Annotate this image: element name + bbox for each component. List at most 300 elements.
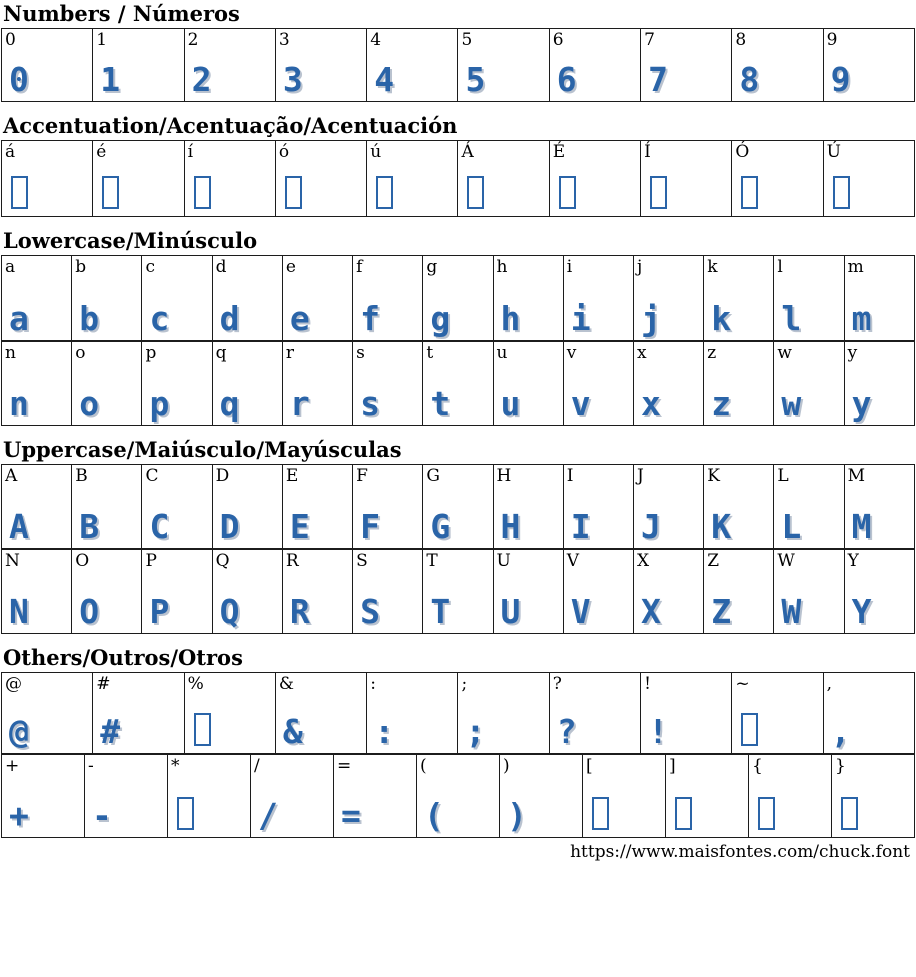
character-label: A <box>5 466 18 487</box>
glyph-cell <box>844 550 914 634</box>
character-label: 4 <box>370 30 382 51</box>
font-glyph: s <box>360 384 380 424</box>
missing-glyph-box <box>758 797 775 830</box>
glyph-cell-inner <box>142 256 211 340</box>
glyph-cell <box>704 256 774 341</box>
glyph-cell-inner <box>458 29 548 101</box>
glyph-cell-inner <box>732 29 822 101</box>
font-glyph: = <box>341 796 361 836</box>
glyph-cell <box>823 29 914 102</box>
glyph-cell-inner <box>93 141 183 216</box>
glyph-cell <box>212 256 282 341</box>
font-glyph: e <box>289 299 310 339</box>
glyph-cell <box>823 673 914 754</box>
glyph-cell <box>823 141 914 217</box>
character-label: 3 <box>278 30 290 51</box>
font-glyph: k <box>711 299 732 339</box>
glyph-cell-inner <box>824 673 914 753</box>
glyph-table-numbers-row-0 <box>1 28 915 102</box>
glyph-cell <box>641 141 732 217</box>
glyph-cell <box>142 342 212 426</box>
font-glyph: V <box>570 592 591 632</box>
font-glyph: S <box>360 592 380 632</box>
glyph-cell-inner <box>93 673 183 753</box>
character-label: z <box>707 343 717 364</box>
character-label: 1 <box>96 30 108 51</box>
glyph-cell <box>2 141 93 217</box>
glyph-cell-inner <box>2 755 84 837</box>
character-label: D <box>215 466 230 487</box>
font-glyph: u <box>500 384 521 424</box>
character-label: ) <box>503 756 510 777</box>
character-label: Y <box>847 551 859 572</box>
glyph-cell-inner <box>142 342 211 425</box>
glyph-cell <box>844 342 914 426</box>
character-label: o <box>75 343 86 364</box>
glyph-cell <box>732 141 823 217</box>
font-glyph: N <box>9 592 29 632</box>
font-glyph: A <box>9 507 29 547</box>
font-glyph: 0 <box>9 60 29 100</box>
character-label: 0 <box>5 30 16 51</box>
glyph-cell-inner <box>564 550 633 633</box>
font-glyph: ) <box>507 796 527 836</box>
glyph-cell <box>93 673 184 754</box>
glyph-cell-inner <box>353 256 422 340</box>
glyph-cell-inner <box>93 29 183 101</box>
glyph-cell-inner <box>367 141 457 216</box>
character-label: & <box>278 674 295 695</box>
glyph-cell-inner <box>276 29 366 101</box>
glyph-cell <box>72 342 142 426</box>
font-glyph: 8 <box>739 60 760 100</box>
glyph-cell <box>417 755 500 838</box>
section-title-others: Others/Outros/Otros <box>3 645 243 671</box>
glyph-cell <box>500 755 583 838</box>
glyph-cell-inner <box>564 342 633 425</box>
missing-glyph-box <box>741 176 758 209</box>
glyph-cell <box>212 465 282 549</box>
font-glyph: x <box>640 384 661 424</box>
missing-glyph-box <box>102 176 119 209</box>
character-label: í <box>187 142 194 163</box>
font-glyph: 3 <box>282 60 303 100</box>
glyph-cell <box>458 673 549 754</box>
glyph-cell-inner <box>494 550 563 633</box>
glyph-cell-inner <box>2 465 71 548</box>
missing-glyph-box <box>177 797 194 830</box>
missing-glyph-box <box>376 176 393 209</box>
font-glyph: 4 <box>374 60 395 100</box>
glyph-cell <box>353 465 423 549</box>
character-label: + <box>5 756 20 777</box>
glyph-cell <box>2 755 85 838</box>
glyph-cell-inner <box>774 256 843 340</box>
character-label: T <box>426 551 438 572</box>
missing-glyph-box <box>675 797 692 830</box>
font-glyph: F <box>360 507 380 547</box>
glyph-cell <box>212 550 282 634</box>
font-glyph: 2 <box>191 60 212 100</box>
font-glyph: U <box>500 592 521 632</box>
character-label: ? <box>552 674 562 695</box>
glyph-table-uppercase-row-0 <box>1 464 915 549</box>
character-label: 6 <box>552 30 564 51</box>
font-glyph: f <box>360 299 380 339</box>
glyph-cell-inner <box>367 29 457 101</box>
glyph-cell-inner <box>634 465 703 548</box>
glyph-cell <box>367 29 458 102</box>
character-label: = <box>337 756 352 777</box>
character-label: x <box>636 343 647 364</box>
glyph-cell-inner <box>704 465 773 548</box>
glyph-cell <box>641 29 732 102</box>
glyph-cell <box>774 465 844 549</box>
glyph-cell <box>423 256 493 341</box>
glyph-table-others-row-1 <box>1 754 915 838</box>
missing-glyph-box <box>741 713 758 746</box>
glyph-cell <box>168 755 251 838</box>
glyph-cell-inner <box>458 673 548 753</box>
font-glyph: b <box>79 299 100 339</box>
section-uppercase <box>0 438 916 634</box>
font-glyph: H <box>500 507 521 547</box>
font-glyph: , <box>830 712 851 752</box>
glyph-cell <box>749 755 832 838</box>
section-lowercase <box>0 229 916 426</box>
glyph-cell-inner <box>550 673 640 753</box>
character-label: P <box>145 551 157 572</box>
glyph-cell <box>493 256 563 341</box>
character-label: k <box>707 257 718 278</box>
glyph-cell-inner <box>824 141 914 216</box>
glyph-cell <box>275 29 366 102</box>
glyph-cell <box>367 673 458 754</box>
character-label: I <box>566 466 574 487</box>
missing-glyph-box <box>467 176 484 209</box>
glyph-cell-inner <box>353 342 422 425</box>
character-label: Ú <box>826 142 841 163</box>
glyph-cell-inner <box>423 465 492 548</box>
glyph-table-others-row-0 <box>1 672 915 754</box>
character-label: U <box>496 551 511 572</box>
character-label: R <box>285 551 299 572</box>
missing-glyph-box <box>650 176 667 209</box>
character-label: r <box>285 343 295 364</box>
character-label: Ó <box>735 142 750 163</box>
font-glyph: X <box>640 592 661 632</box>
glyph-cell-inner <box>564 256 633 340</box>
character-label: } <box>835 756 846 777</box>
character-label: H <box>496 466 512 487</box>
glyph-cell-inner <box>185 673 275 753</box>
section-title-accent: Accentuation/Acentuação/Acentuación <box>3 113 458 139</box>
font-glyph: I <box>570 507 591 547</box>
glyph-cell <box>832 755 915 838</box>
glyph-cell-inner <box>832 755 914 837</box>
font-glyph: : <box>374 712 395 752</box>
glyph-cell-inner <box>641 141 731 216</box>
glyph-cell <box>493 550 563 634</box>
character-label: w <box>777 343 792 364</box>
font-glyph: C <box>149 507 170 547</box>
glyph-cell <box>2 342 72 426</box>
glyph-cell-inner <box>845 256 914 340</box>
character-label: y <box>847 343 858 364</box>
glyph-cell-inner <box>550 29 640 101</box>
character-label: q <box>215 343 227 364</box>
glyph-cell <box>2 550 72 634</box>
character-label: i <box>566 257 573 278</box>
character-label: ó <box>278 142 290 163</box>
glyph-cell-inner <box>2 550 71 633</box>
glyph-cell <box>641 673 732 754</box>
character-label: ! <box>644 674 651 695</box>
character-label: % <box>187 674 204 695</box>
character-label: l <box>777 257 783 278</box>
font-glyph: h <box>500 299 521 339</box>
font-glyph: ? <box>556 712 577 752</box>
glyph-cell <box>72 465 142 549</box>
glyph-cell <box>423 550 493 634</box>
glyph-cell <box>334 755 417 838</box>
glyph-cell <box>704 342 774 426</box>
glyph-cell-inner <box>494 342 563 425</box>
character-label: é <box>96 142 107 163</box>
glyph-cell-inner <box>142 465 211 548</box>
character-label: J <box>636 466 644 487</box>
character-label: g <box>426 257 438 278</box>
glyph-cell-inner <box>142 550 211 633</box>
glyph-cell-inner <box>2 673 92 753</box>
glyph-cell <box>666 755 749 838</box>
source-url: https://www.maisfontes.com/chuck.font <box>570 842 910 863</box>
glyph-cell-inner <box>85 755 167 837</box>
glyph-table-lowercase-row-1 <box>1 341 915 426</box>
glyph-cell <box>423 342 493 426</box>
glyph-cell <box>549 141 640 217</box>
font-glyph: # <box>100 712 121 752</box>
glyph-cell <box>774 342 844 426</box>
glyph-cell-inner <box>641 673 731 753</box>
character-label: # <box>96 674 111 695</box>
glyph-cell-inner <box>634 550 703 633</box>
character-label: c <box>145 257 155 278</box>
character-label: s <box>356 343 365 364</box>
glyph-cell-inner <box>185 29 275 101</box>
character-label: X <box>636 551 650 572</box>
section-others <box>0 646 916 838</box>
glyph-cell <box>2 673 93 754</box>
glyph-cell-inner <box>845 465 914 548</box>
glyph-cell-inner <box>749 755 831 837</box>
glyph-cell-inner <box>634 342 703 425</box>
glyph-cell-inner <box>423 550 492 633</box>
glyph-cell <box>458 29 549 102</box>
font-glyph: M <box>851 507 872 547</box>
character-label: Á <box>461 142 474 163</box>
character-label: p <box>145 343 157 364</box>
glyph-cell-inner <box>213 550 282 633</box>
font-glyph: 7 <box>648 60 668 100</box>
glyph-cell <box>72 256 142 341</box>
glyph-cell-inner <box>550 141 640 216</box>
glyph-cell-inner <box>494 465 563 548</box>
character-label: 5 <box>461 30 473 51</box>
glyph-cell-inner <box>666 755 748 837</box>
glyph-cell <box>367 141 458 217</box>
font-glyph: D <box>219 507 240 547</box>
glyph-cell-inner <box>458 141 548 216</box>
character-label: E <box>285 466 299 487</box>
character-label: f <box>356 257 363 278</box>
missing-glyph-box <box>194 176 211 209</box>
glyph-cell <box>774 256 844 341</box>
glyph-cell-inner <box>72 342 141 425</box>
glyph-cell <box>282 256 352 341</box>
glyph-cell <box>282 342 352 426</box>
character-label: j <box>636 257 643 278</box>
glyph-cell <box>732 673 823 754</box>
section-title-uppercase: Uppercase/Maiúsculo/Mayúsculas <box>3 437 402 463</box>
font-glyph: G <box>430 507 451 547</box>
font-glyph: 6 <box>556 60 577 100</box>
glyph-table-uppercase-row-1 <box>1 549 915 634</box>
glyph-cell <box>184 141 275 217</box>
glyph-cell-inner <box>168 755 250 837</box>
glyph-cell-inner <box>494 256 563 340</box>
character-label: : <box>370 674 376 695</box>
font-glyph: i <box>570 299 591 339</box>
glyph-cell <box>493 465 563 549</box>
glyph-cell <box>275 673 366 754</box>
font-glyph: / <box>258 796 278 836</box>
glyph-cell-inner <box>732 673 822 753</box>
glyph-cell-inner <box>774 342 843 425</box>
font-glyph: c <box>149 299 170 339</box>
glyph-cell-inner <box>704 550 773 633</box>
glyph-cell-inner <box>423 256 492 340</box>
font-glyph: j <box>640 299 661 339</box>
glyph-cell-inner <box>283 256 352 340</box>
character-label: ( <box>420 756 427 777</box>
glyph-cell-inner <box>564 465 633 548</box>
glyph-cell <box>563 550 633 634</box>
character-label: - <box>88 756 94 777</box>
glyph-cell <box>493 342 563 426</box>
glyph-cell-inner <box>500 755 582 837</box>
glyph-cell-inner <box>423 342 492 425</box>
font-glyph: R <box>289 592 310 632</box>
glyph-cell <box>549 29 640 102</box>
glyph-cell <box>633 342 703 426</box>
font-glyph: E <box>289 507 310 547</box>
font-glyph: w <box>781 384 802 424</box>
glyph-cell-inner <box>704 342 773 425</box>
missing-glyph-box <box>11 176 28 209</box>
section-title-numbers: Numbers / Números <box>3 1 240 26</box>
font-glyph: y <box>851 384 872 424</box>
glyph-cell-inner <box>276 673 366 753</box>
character-label: K <box>707 466 720 487</box>
glyph-cell <box>212 342 282 426</box>
font-glyph: m <box>851 299 872 339</box>
font-glyph: K <box>711 507 732 547</box>
glyph-cell <box>72 550 142 634</box>
character-label: a <box>5 257 16 278</box>
character-label: m <box>847 257 864 278</box>
character-label: N <box>5 551 20 572</box>
character-label: Q <box>215 551 230 572</box>
glyph-cell <box>633 256 703 341</box>
glyph-cell-inner <box>824 29 914 101</box>
glyph-cell <box>353 342 423 426</box>
sections <box>0 2 916 838</box>
glyph-cell <box>458 141 549 217</box>
character-label: @ <box>5 674 22 695</box>
font-glyph: r <box>289 384 310 424</box>
font-glyph: o <box>79 384 100 424</box>
glyph-cell-inner <box>367 673 457 753</box>
character-label: , <box>826 674 833 695</box>
font-glyph: 5 <box>465 60 486 100</box>
glyph-cell-inner <box>583 755 665 837</box>
glyph-cell <box>282 465 352 549</box>
glyph-cell <box>275 141 366 217</box>
character-label: h <box>496 257 508 278</box>
glyph-cell-inner <box>213 465 282 548</box>
glyph-cell <box>353 256 423 341</box>
glyph-cell-inner <box>213 342 282 425</box>
font-glyph: Q <box>219 592 240 632</box>
character-label: [ <box>586 756 593 777</box>
font-glyph: O <box>79 592 100 632</box>
glyph-cell <box>844 256 914 341</box>
glyph-cell-inner <box>417 755 499 837</box>
glyph-cell <box>633 550 703 634</box>
font-glyph: ; <box>465 712 486 752</box>
character-label: * <box>171 756 180 777</box>
character-label: É <box>552 142 566 163</box>
font-glyph: B <box>79 507 100 547</box>
glyph-cell <box>184 673 275 754</box>
glyph-cell <box>633 465 703 549</box>
glyph-cell <box>353 550 423 634</box>
glyph-cell <box>251 755 334 838</box>
section-accent <box>0 114 916 217</box>
font-glyph: g <box>430 299 451 339</box>
character-label: u <box>496 343 508 364</box>
character-label: G <box>426 466 440 487</box>
font-glyph: ( <box>424 796 444 836</box>
character-label: ; <box>461 674 468 695</box>
character-label: 7 <box>644 30 655 51</box>
font-glyph: q <box>219 384 240 424</box>
character-label: C <box>145 466 159 487</box>
glyph-cell-inner <box>2 342 71 425</box>
glyph-cell <box>704 465 774 549</box>
font-glyph: @ <box>9 712 29 752</box>
character-label: M <box>847 466 866 487</box>
glyph-cell-inner <box>641 29 731 101</box>
glyph-cell-inner <box>283 550 352 633</box>
glyph-cell <box>282 550 352 634</box>
font-glyph: J <box>640 507 661 547</box>
font-specimen-page <box>0 2 916 862</box>
glyph-cell <box>142 256 212 341</box>
character-label: á <box>5 142 16 163</box>
character-label: O <box>75 551 90 572</box>
